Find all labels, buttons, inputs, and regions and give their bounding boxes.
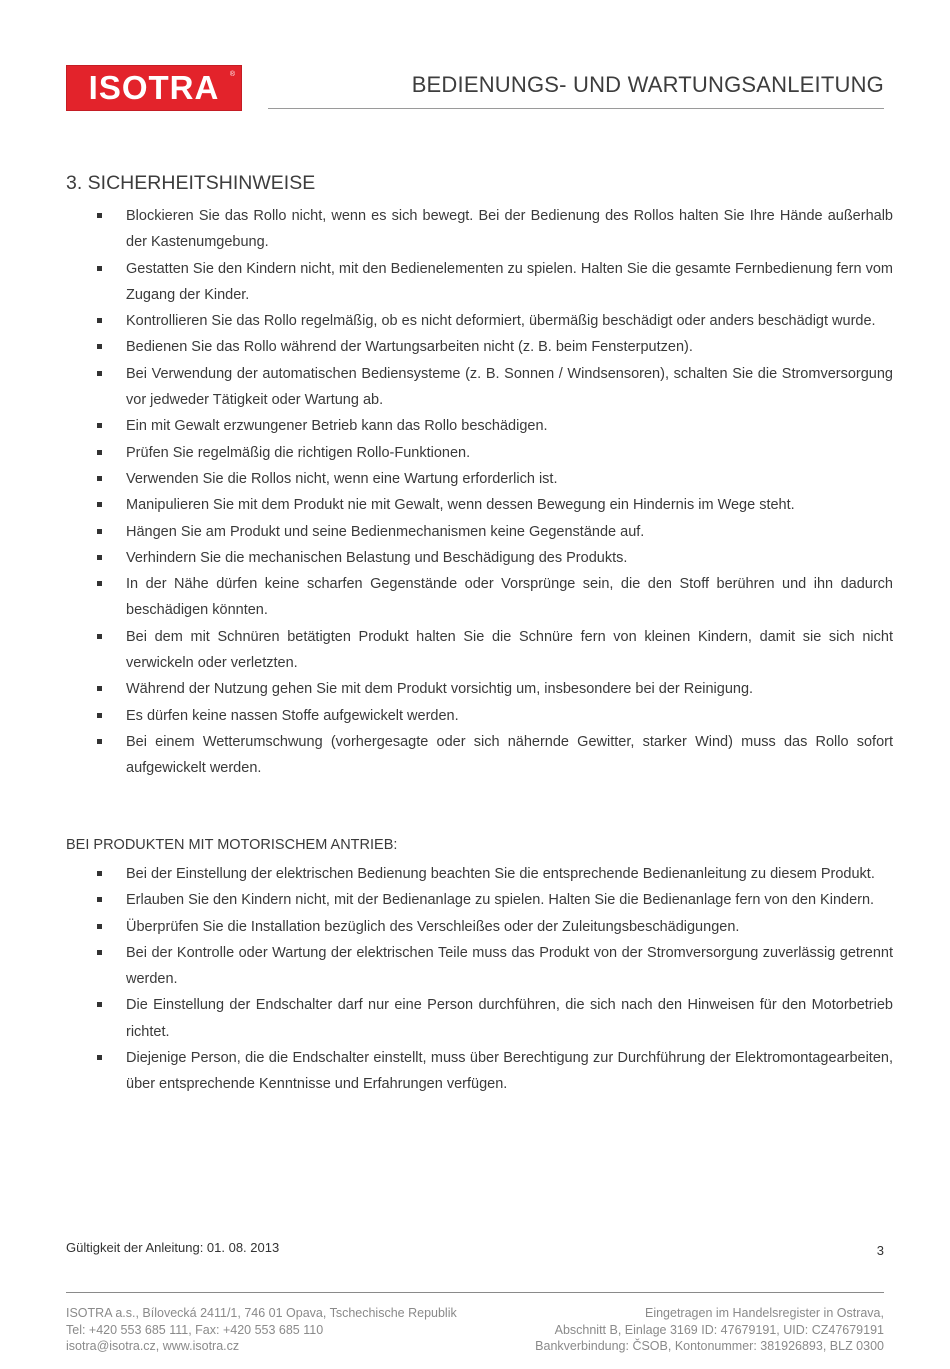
- list-item: Bei der Einstellung der elektrischen Bedienung beachten Sie die entsprechende Bedienanleitung zu diesem Produkt.: [97, 861, 893, 887]
- bullet-square-icon: [97, 924, 102, 929]
- list-item: Prüfen Sie regelmäßig die richtigen Rollo-Funktionen.: [97, 440, 893, 466]
- list-item: In der Nähe dürfen keine scharfen Gegenstände oder Vorsprünge sein, die den Stoff berühren und ihn dadurch beschädigen könnten.: [97, 571, 893, 624]
- list-item: Diejenige Person, die die Endschalter einstellt, muss über Berechtigung zur Durchführung der Elektromontagearbeiten, über entsprechende Kenntnisse und Erfahrungen verfügen.: [97, 1045, 893, 1098]
- bullet-square-icon: [97, 634, 102, 639]
- footer-bank: Bankverbindung: ČSOB, Kontonummer: 381926893, BLZ 0300: [535, 1339, 884, 1353]
- list-item: Gestatten Sie den Kindern nicht, mit den Bedienelementen zu spielen. Halten Sie die gesamte Fernbedienung fern vom Zugang der Kinder.: [97, 256, 893, 309]
- footer-address: ISOTRA a.s., Bílovecká 2411/1, 746 01 Opava, Tschechische Republik: [66, 1306, 457, 1320]
- bullet-square-icon: [97, 1002, 102, 1007]
- bullet-square-icon: [97, 686, 102, 691]
- list-item: Erlauben Sie den Kindern nicht, mit der Bedienanlage zu spielen. Halten Sie die Bedienanlage fern von den Kindern.: [97, 887, 893, 913]
- footer-company-info: [66, 1305, 457, 1355]
- list-item: Ein mit Gewalt erzwungener Betrieb kann das Rollo beschädigen.: [97, 413, 893, 439]
- list-item: Die Einstellung der Endschalter darf nur eine Person durchführen, die sich nach den Hinweisen für den Motorbetrieb richtet.: [97, 992, 893, 1045]
- list-item: Es dürfen keine nassen Stoffe aufgewickelt werden.: [97, 703, 893, 729]
- bullet-square-icon: [97, 897, 102, 902]
- safety-list: [97, 203, 893, 782]
- bullet-square-icon: [97, 950, 102, 955]
- list-item: Hängen Sie am Produkt und seine Bedienmechanismen keine Gegenstände auf.: [97, 519, 893, 545]
- list-item: Bei Verwendung der automatischen Bediensysteme (z. B. Sonnen / Windsensoren), schalten Sie die Stromversorgung vor jedweder Tätigkeit oder Wartung ab.: [97, 361, 893, 414]
- validity-date: Gültigkeit der Anleitung: 01. 08. 2013: [66, 1240, 280, 1255]
- bullet-square-icon: [97, 318, 102, 323]
- bullet-square-icon: [97, 529, 102, 534]
- document-title: BEDIENUNGS- UND WARTUNGSANLEITUNG: [411, 72, 884, 97]
- bullet-square-icon: [97, 555, 102, 560]
- list-item: Manipulieren Sie mit dem Produkt nie mit Gewalt, wenn dessen Bewegung ein Hindernis im Wege steht.: [97, 492, 893, 518]
- bullet-square-icon: [97, 1055, 102, 1060]
- bullet-square-icon: [97, 502, 102, 507]
- list-item: Kontrollieren Sie das Rollo regelmäßig, ob es nicht deformiert, übermäßig beschädigt oder anders beschädigt wurde.: [97, 308, 893, 334]
- list-item: Bei der Kontrolle oder Wartung der elektrischen Teile muss das Produkt von der Stromversorgung zuverlässig getrennt werden.: [97, 940, 893, 993]
- footer-register: Eingetragen im Handelsregister in Ostrava,: [644, 1306, 884, 1320]
- list-item: Während der Nutzung gehen Sie mit dem Produkt vorsichtig um, insbesondere bei der Reinigung.: [97, 676, 893, 702]
- bullet-square-icon: [97, 423, 102, 428]
- bullet-square-icon: [97, 266, 102, 271]
- page-number: 3: [876, 1243, 884, 1258]
- footer-phone: Tel: +420 553 685 111, Fax: +420 553 685 110: [66, 1322, 324, 1337]
- bullet-square-icon: [97, 581, 102, 586]
- bullet-square-icon: [97, 371, 102, 376]
- footer-ids: Abschnitt B, Einlage 3169 ID: 47679191, UID: CZ47679191: [554, 1322, 884, 1337]
- header-divider: [268, 108, 884, 109]
- bullet-square-icon: [97, 344, 102, 349]
- isotra-logo: [66, 65, 242, 111]
- footer-registration-info: [535, 1305, 884, 1355]
- logo-text: ISOTRA: [88, 69, 220, 106]
- bullet-square-icon: [97, 871, 102, 876]
- list-item: Blockieren Sie das Rollo nicht, wenn es sich bewegt. Bei der Bedienung des Rollos halten Sie Ihre Hände außerhalb der Kastenumgebung.: [97, 203, 893, 256]
- list-item: Bedienen Sie das Rollo während der Wartungsarbeiten nicht (z. B. beim Fensterputzen).: [97, 334, 893, 360]
- logo-registered-mark: ®: [229, 71, 235, 78]
- footer-divider: [66, 1292, 884, 1293]
- list-item: Überprüfen Sie die Installation bezüglich des Verschleißes oder der Zuleitungsbeschädigungen.: [97, 914, 893, 940]
- bullet-square-icon: [97, 450, 102, 455]
- motor-list: [97, 861, 893, 1098]
- section-title: 3. SICHERHEITSHINWEISE: [66, 172, 316, 194]
- bullet-square-icon: [97, 213, 102, 218]
- list-item: Verwenden Sie die Rollos nicht, wenn eine Wartung erforderlich ist.: [97, 466, 893, 492]
- list-item: Bei dem mit Schnüren betätigten Produkt halten Sie die Schnüre fern von kleinen Kindern, damit sie sich nicht verwickeln oder verletzten.: [97, 624, 893, 677]
- bullet-square-icon: [97, 476, 102, 481]
- footer-web: isotra@isotra.cz, www.isotra.cz: [66, 1339, 240, 1353]
- list-item: Verhindern Sie die mechanischen Belastung und Beschädigung des Produkts.: [97, 545, 893, 571]
- list-item: Bei einem Wetterumschwung (vorhergesagte oder sich nähernde Gewitter, starker Wind) muss das Rollo sofort aufgewickelt werden.: [97, 729, 893, 782]
- bullet-square-icon: [97, 713, 102, 718]
- bullet-square-icon: [97, 739, 102, 744]
- motor-heading: BEI PRODUKTEN MIT MOTORISCHEM ANTRIEB:: [66, 837, 398, 853]
